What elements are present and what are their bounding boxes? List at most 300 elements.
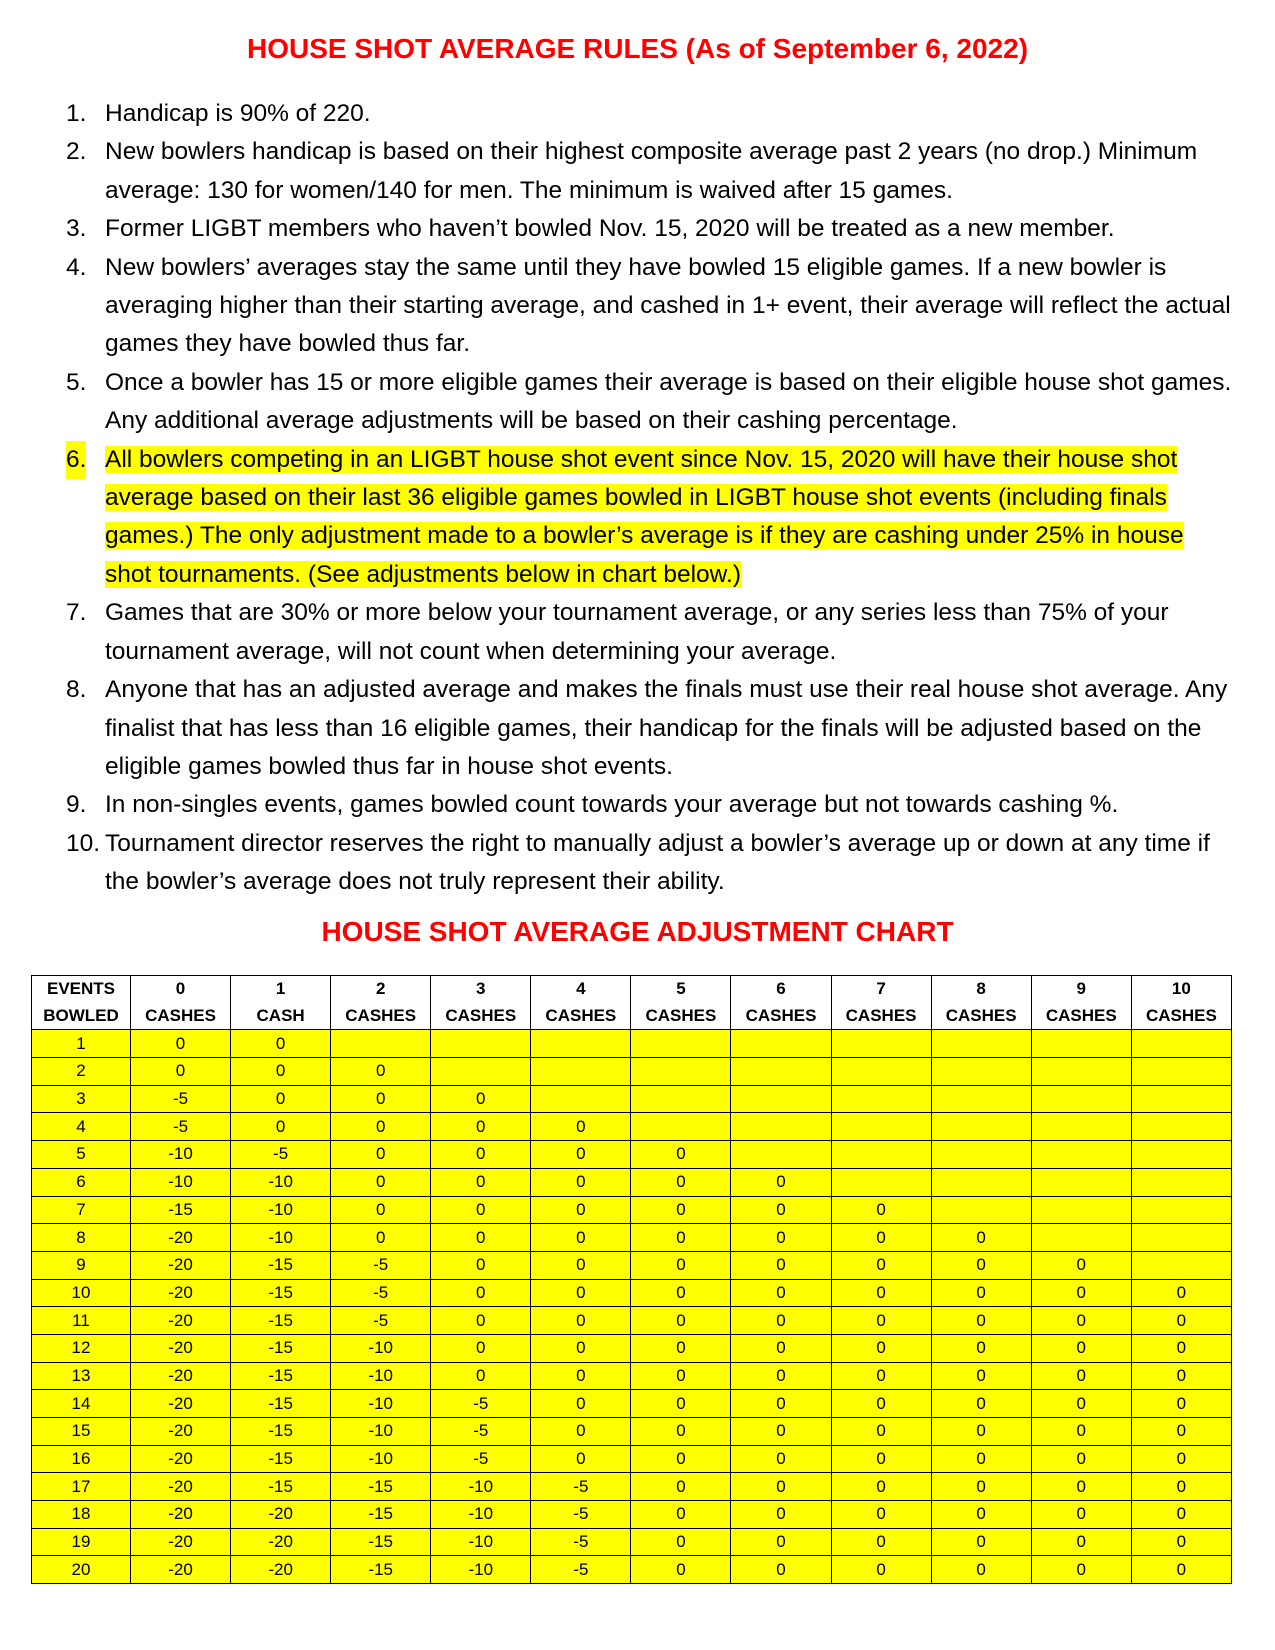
adjustment-cell (331, 1030, 431, 1058)
adjustment-cell: 0 (631, 1362, 731, 1390)
adjustment-cell (631, 1058, 731, 1086)
adjustment-cell: -10 (331, 1334, 431, 1362)
adjustment-cell: 0 (331, 1113, 431, 1141)
adjustment-cell (731, 1085, 831, 1113)
adjustment-cell: 0 (431, 1251, 531, 1279)
adjustment-cell: 0 (431, 1141, 531, 1169)
adjustment-cell: -20 (131, 1418, 231, 1446)
events-bowled-cell: 8 (32, 1224, 131, 1252)
adjustment-cell: -15 (331, 1473, 431, 1501)
rule-item (66, 133, 1236, 210)
adjustment-cell: 0 (831, 1390, 931, 1418)
column-header: CASHES (131, 1003, 231, 1030)
rule-text: Once a bowler has 15 or more eligible games their average is based on their eligible house shot games. Any additional average adjustments will be based on their cashing percentage. (105, 368, 1232, 435)
adjustment-cell: 0 (1031, 1279, 1131, 1307)
adjustment-cell (931, 1030, 1031, 1058)
adjustment-cell: 0 (631, 1556, 731, 1584)
adjustment-cell: -20 (131, 1279, 231, 1307)
column-header: 10 (1131, 976, 1231, 1003)
adjustment-cell (831, 1085, 931, 1113)
adjustment-cell: 0 (731, 1307, 831, 1335)
column-header: CASHES (731, 1003, 831, 1030)
column-header: CASHES (931, 1003, 1031, 1030)
column-header: CASHES (631, 1003, 731, 1030)
rule-number: 1. (66, 100, 87, 127)
adjustment-cell: 0 (231, 1058, 331, 1086)
adjustment-cell (931, 1113, 1031, 1141)
table-row (32, 1196, 1232, 1224)
adjustment-cell (831, 1168, 931, 1196)
adjustment-cell: -5 (331, 1279, 431, 1307)
adjustment-cell: 0 (431, 1085, 531, 1113)
adjustment-cell: 0 (1031, 1251, 1131, 1279)
adjustment-cell: 0 (531, 1141, 631, 1169)
events-bowled-cell: 16 (32, 1445, 131, 1473)
adjustment-cell: 0 (731, 1418, 831, 1446)
adjustment-cell: -10 (331, 1445, 431, 1473)
adjustment-cell: 0 (1031, 1390, 1131, 1418)
adjustment-cell: 0 (431, 1362, 531, 1390)
adjustment-cell: -15 (231, 1307, 331, 1335)
adjustment-cell: 0 (1131, 1473, 1231, 1501)
adjustment-cell: 0 (631, 1445, 731, 1473)
adjustment-cell: 0 (631, 1279, 731, 1307)
table-row (32, 1168, 1232, 1196)
events-bowled-cell: 11 (32, 1307, 131, 1335)
events-bowled-cell: 10 (32, 1279, 131, 1307)
adjustment-cell: 0 (931, 1556, 1031, 1584)
adjustment-cell: 0 (831, 1556, 931, 1584)
rule-number: 3. (66, 215, 87, 243)
table-row (32, 1085, 1232, 1113)
table-row (32, 1390, 1232, 1418)
adjustment-cell: -5 (431, 1390, 531, 1418)
column-header: CASHES (1031, 1003, 1131, 1030)
adjustment-cell: -5 (231, 1141, 331, 1169)
adjustment-cell: 0 (731, 1528, 831, 1556)
adjustment-cell: 0 (731, 1224, 831, 1252)
events-bowled-cell: 14 (32, 1390, 131, 1418)
adjustment-cell: 0 (631, 1418, 731, 1446)
adjustment-cell: -20 (131, 1556, 231, 1584)
adjustment-cell: 0 (731, 1251, 831, 1279)
adjustment-cell: 0 (431, 1113, 531, 1141)
adjustment-cell: -10 (231, 1224, 331, 1252)
table-row (32, 1058, 1232, 1086)
adjustment-cell: -20 (131, 1224, 231, 1252)
adjustment-table (31, 975, 1232, 1584)
table-header (32, 976, 1232, 1030)
adjustment-cell: 0 (931, 1251, 1031, 1279)
chart-title: HOUSE SHOT AVERAGE ADJUSTMENT CHART (321, 916, 954, 947)
adjustment-cell: -5 (531, 1556, 631, 1584)
adjustment-cell: 0 (831, 1224, 931, 1252)
rule-number: 8. (66, 676, 87, 704)
adjustment-cell: 0 (1031, 1445, 1131, 1473)
table-row (32, 1501, 1232, 1529)
adjustment-cell (1131, 1224, 1231, 1252)
rule-item (66, 249, 1236, 364)
adjustment-cell: 0 (931, 1390, 1031, 1418)
events-bowled-cell: 5 (32, 1141, 131, 1169)
adjustment-cell: 0 (831, 1307, 931, 1335)
adjustment-cell: 0 (931, 1279, 1031, 1307)
adjustment-cell: 0 (531, 1390, 631, 1418)
table-row (32, 1362, 1232, 1390)
adjustment-cell: 0 (931, 1224, 1031, 1252)
adjustment-cell: -20 (131, 1362, 231, 1390)
column-header: 8 (931, 976, 1031, 1003)
adjustment-cell: -5 (531, 1528, 631, 1556)
adjustment-cell (931, 1168, 1031, 1196)
adjustment-cell (1031, 1168, 1131, 1196)
adjustment-cell: 0 (331, 1224, 431, 1252)
adjustment-cell: -10 (431, 1501, 531, 1529)
table-row (32, 1113, 1232, 1141)
adjustment-cell: 0 (231, 1030, 331, 1058)
adjustment-cell: 0 (731, 1445, 831, 1473)
adjustment-cell: 0 (1131, 1418, 1231, 1446)
adjustment-cell (931, 1141, 1031, 1169)
adjustment-cell: -5 (531, 1473, 631, 1501)
adjustment-cell: 0 (1031, 1307, 1131, 1335)
adjustment-cell: 0 (431, 1168, 531, 1196)
adjustment-cell (731, 1113, 831, 1141)
adjustment-cell: 0 (631, 1390, 731, 1418)
column-header: CASHES (1131, 1003, 1231, 1030)
rule-number: 10. (66, 829, 101, 857)
table-row (32, 1251, 1232, 1279)
column-header: EVENTS (32, 976, 131, 1003)
adjustment-cell: -10 (331, 1418, 431, 1446)
adjustment-cell: -20 (131, 1307, 231, 1335)
adjustment-cell: 0 (1131, 1528, 1231, 1556)
column-header: CASHES (431, 1003, 531, 1030)
adjustment-cell: 0 (631, 1334, 731, 1362)
events-bowled-cell: 7 (32, 1196, 131, 1224)
table-row (32, 1141, 1232, 1169)
adjustment-cell: 0 (531, 1334, 631, 1362)
adjustment-cell: 0 (831, 1196, 931, 1224)
adjustment-cell: 0 (331, 1196, 431, 1224)
events-bowled-cell: 15 (32, 1418, 131, 1446)
adjustment-cell: 0 (831, 1279, 931, 1307)
adjustment-cell: -20 (131, 1501, 231, 1529)
adjustment-cell (831, 1113, 931, 1141)
events-bowled-cell: 17 (32, 1473, 131, 1501)
adjustment-cell: 0 (131, 1030, 231, 1058)
adjustment-cell: 0 (731, 1501, 831, 1529)
adjustment-cell: -5 (331, 1251, 431, 1279)
adjustment-cell: 0 (1131, 1307, 1231, 1335)
adjustment-cell: 0 (931, 1501, 1031, 1529)
adjustment-cell: -20 (131, 1251, 231, 1279)
adjustment-cell: 0 (331, 1085, 431, 1113)
adjustment-cell: 0 (431, 1334, 531, 1362)
rule-number: 4. (66, 253, 87, 281)
adjustment-cell: 0 (131, 1058, 231, 1086)
adjustment-cell (1031, 1058, 1131, 1086)
adjustment-cell: 0 (731, 1196, 831, 1224)
adjustment-cell: -5 (131, 1085, 231, 1113)
events-bowled-cell: 3 (32, 1085, 131, 1113)
adjustment-cell: 0 (731, 1473, 831, 1501)
adjustment-cell: -15 (231, 1279, 331, 1307)
adjustment-cell: -15 (231, 1251, 331, 1279)
adjustment-cell: -5 (331, 1307, 431, 1335)
adjustment-cell: -5 (531, 1501, 631, 1529)
rule-item (66, 95, 1236, 133)
events-bowled-cell: 2 (32, 1058, 131, 1086)
rule-text: Handicap is 90% of 220. (105, 100, 371, 127)
events-bowled-cell: 12 (32, 1334, 131, 1362)
adjustment-cell: -10 (331, 1390, 431, 1418)
adjustment-cell: 0 (1031, 1473, 1131, 1501)
adjustment-cell: 0 (1131, 1279, 1231, 1307)
table-row (32, 1556, 1232, 1584)
column-header: 5 (631, 976, 731, 1003)
adjustment-cell: 0 (631, 1473, 731, 1501)
adjustment-cell: -10 (431, 1473, 531, 1501)
rules-list (66, 95, 1236, 902)
rule-item (66, 364, 1236, 441)
table-row (32, 1528, 1232, 1556)
adjustment-cell: -15 (331, 1501, 431, 1529)
column-header: CASHES (831, 1003, 931, 1030)
adjustment-cell: -10 (431, 1556, 531, 1584)
adjustment-cell: 0 (631, 1501, 731, 1529)
events-bowled-cell: 1 (32, 1030, 131, 1058)
adjustment-cell: -10 (431, 1528, 531, 1556)
rule-number: 9. (66, 791, 87, 819)
rule-text: Tournament director reserves the right to manually adjust a bowler’s average up or down at any time if the bowler’s average does not truly represent their ability. (105, 829, 1210, 896)
adjustment-cell (1131, 1141, 1231, 1169)
adjustment-cell (931, 1085, 1031, 1113)
adjustment-cell: 0 (931, 1334, 1031, 1362)
adjustment-cell (1031, 1085, 1131, 1113)
table-row (32, 1307, 1232, 1335)
adjustment-cell: 0 (531, 1362, 631, 1390)
table-row (32, 1279, 1232, 1307)
adjustment-cell: 0 (631, 1251, 731, 1279)
table-row (32, 1418, 1232, 1446)
events-bowled-cell: 18 (32, 1501, 131, 1529)
adjustment-cell: -10 (131, 1168, 231, 1196)
rule-text: Anyone that has an adjusted average and makes the finals must use their real house shot average. Any finalist that has less than 16 eligible games, their handicap for the finals will be adjusted based on the eligible games bowled thus far in house shot events. (105, 676, 1228, 780)
rule-text: Games that are 30% or more below your tournament average, or any series less than 75% of your tournament average, will not count when determining your average. (105, 599, 1169, 665)
adjustment-cell (531, 1085, 631, 1113)
rule-item (66, 210, 1236, 248)
adjustment-cell: 0 (1131, 1445, 1231, 1473)
events-bowled-cell: 19 (32, 1528, 131, 1556)
adjustment-cell (1031, 1224, 1131, 1252)
adjustment-cell (531, 1030, 631, 1058)
table-row (32, 1473, 1232, 1501)
adjustment-cell: -5 (131, 1113, 231, 1141)
table-row (32, 1030, 1232, 1058)
adjustment-cell: -5 (431, 1418, 531, 1446)
rule-text: New bowlers handicap is based on their highest composite average past 2 years (no drop.) Minimum average: 130 for women/140 for men. The minimum is waived after 15 games. (105, 138, 1198, 204)
adjustment-cell: 0 (931, 1418, 1031, 1446)
column-header: 9 (1031, 976, 1131, 1003)
adjustment-cell: -15 (231, 1445, 331, 1473)
adjustment-cell (931, 1058, 1031, 1086)
rule-text: Former LIGBT members who haven’t bowled Nov. 15, 2020 will be treated as a new member. (105, 215, 1115, 243)
adjustment-cell: 0 (531, 1196, 631, 1224)
adjustment-cell: 0 (731, 1362, 831, 1390)
adjustment-cell: 0 (531, 1279, 631, 1307)
table-row (32, 1224, 1232, 1252)
adjustment-cell: -20 (231, 1528, 331, 1556)
adjustment-cell: -10 (131, 1141, 231, 1169)
rule-item (66, 825, 1236, 902)
rule-item (66, 671, 1236, 786)
adjustment-cell (431, 1058, 531, 1086)
adjustment-cell: 0 (831, 1251, 931, 1279)
adjustment-cell: -20 (131, 1473, 231, 1501)
adjustment-cell: 0 (331, 1168, 431, 1196)
adjustment-cell: 0 (631, 1307, 731, 1335)
adjustment-cell: 0 (1031, 1362, 1131, 1390)
events-bowled-cell: 4 (32, 1113, 131, 1141)
adjustment-cell: 0 (1131, 1556, 1231, 1584)
rule-text: New bowlers’ averages stay the same until they have bowled 15 eligible games. If a new bowler is averaging higher than their starting average, and cashed in 1+ event, their average will reflect the actual games they have bowled thus far. (105, 253, 1231, 358)
events-bowled-cell: 13 (32, 1362, 131, 1390)
events-bowled-cell: 9 (32, 1251, 131, 1279)
adjustment-cell: 0 (731, 1556, 831, 1584)
adjustment-cell: 0 (731, 1168, 831, 1196)
adjustment-cell: 0 (431, 1307, 531, 1335)
adjustment-cell: 0 (331, 1141, 431, 1169)
adjustment-cell: 0 (231, 1113, 331, 1141)
adjustment-cell: 0 (531, 1168, 631, 1196)
adjustment-cell: -15 (231, 1473, 331, 1501)
adjustment-cell: 0 (631, 1528, 731, 1556)
adjustment-cell (931, 1196, 1031, 1224)
adjustment-cell: 0 (431, 1279, 531, 1307)
adjustment-cell (1131, 1168, 1231, 1196)
column-header: BOWLED (32, 1003, 131, 1030)
adjustment-cell: 0 (631, 1196, 731, 1224)
adjustment-cell (431, 1030, 531, 1058)
rule-text: In non-singles events, games bowled count towards your average but not towards cashing %. (105, 791, 1119, 819)
adjustment-cell: 0 (1031, 1528, 1131, 1556)
table-row (32, 1445, 1232, 1473)
adjustment-cell: 0 (1131, 1390, 1231, 1418)
rule-item (66, 594, 1236, 671)
events-bowled-cell: 6 (32, 1168, 131, 1196)
adjustment-cell: 0 (931, 1528, 1031, 1556)
adjustment-cell (531, 1058, 631, 1086)
adjustment-cell: 0 (531, 1418, 631, 1446)
table-row (32, 1334, 1232, 1362)
rule-number: 7. (66, 599, 87, 627)
adjustment-cell (831, 1030, 931, 1058)
page-title: HOUSE SHOT AVERAGE RULES (As of September 6, 2022) (246, 33, 1029, 64)
adjustment-cell: -15 (231, 1334, 331, 1362)
column-header: 3 (431, 976, 531, 1003)
adjustment-cell: 0 (631, 1168, 731, 1196)
adjustment-cell (731, 1141, 831, 1169)
adjustment-cell: -15 (231, 1390, 331, 1418)
events-bowled-cell: 20 (32, 1556, 131, 1584)
rule-text-highlighted: All bowlers competing in an LIGBT house shot event since Nov. 15, 2020 will have their house shot average based on their last 36 eligible games bowled in LIGBT house shot events (including finals games.) The only adjustment made to a bowler’s average is if they are cashing under 25% in house shot tournaments. (See adjustments below in chart below.) (105, 445, 1184, 588)
adjustment-cell: 0 (831, 1418, 931, 1446)
adjustment-cell: -5 (431, 1445, 531, 1473)
column-header: 7 (831, 976, 931, 1003)
adjustment-cell (1131, 1196, 1231, 1224)
adjustment-cell: 0 (831, 1528, 931, 1556)
adjustment-cell (731, 1030, 831, 1058)
table-body (32, 1030, 1232, 1584)
adjustment-cell: 0 (431, 1196, 531, 1224)
adjustment-cell: 0 (531, 1113, 631, 1141)
column-header: 2 (331, 976, 431, 1003)
adjustment-cell: -15 (231, 1418, 331, 1446)
adjustment-cell: 0 (831, 1501, 931, 1529)
adjustment-cell (1031, 1196, 1131, 1224)
adjustment-cell: 0 (1131, 1334, 1231, 1362)
adjustment-cell: 0 (1031, 1501, 1131, 1529)
adjustment-cell: -20 (131, 1334, 231, 1362)
adjustment-cell: -15 (131, 1196, 231, 1224)
rule-number: 5. (66, 368, 87, 396)
adjustment-cell: -10 (231, 1196, 331, 1224)
adjustment-cell (1131, 1251, 1231, 1279)
column-header: CASHES (531, 1003, 631, 1030)
adjustment-cell: 0 (831, 1473, 931, 1501)
adjustment-cell (1131, 1085, 1231, 1113)
adjustment-cell (1131, 1030, 1231, 1058)
adjustment-cell: -15 (231, 1362, 331, 1390)
rule-item (66, 786, 1236, 824)
adjustment-cell: -20 (231, 1556, 331, 1584)
adjustment-cell: 0 (531, 1251, 631, 1279)
adjustment-cell (731, 1058, 831, 1086)
adjustment-cell: 0 (1031, 1418, 1131, 1446)
adjustment-cell: 0 (731, 1279, 831, 1307)
adjustment-cell: -10 (231, 1168, 331, 1196)
adjustment-cell (631, 1030, 731, 1058)
adjustment-cell: 0 (231, 1085, 331, 1113)
adjustment-cell: 0 (931, 1307, 1031, 1335)
rule-number: 6. (66, 441, 86, 479)
adjustment-cell: 0 (431, 1224, 531, 1252)
adjustment-cell: 0 (631, 1141, 731, 1169)
adjustment-cell: 0 (731, 1334, 831, 1362)
column-header: 0 (131, 976, 231, 1003)
adjustment-cell (1131, 1113, 1231, 1141)
adjustment-cell: 0 (831, 1334, 931, 1362)
header-row-top (32, 976, 1232, 1003)
column-header: 4 (531, 976, 631, 1003)
adjustment-cell: -20 (231, 1501, 331, 1529)
adjustment-cell (631, 1113, 731, 1141)
column-header: 6 (731, 976, 831, 1003)
adjustment-cell: -15 (331, 1528, 431, 1556)
adjustment-cell (1031, 1030, 1131, 1058)
adjustment-cell: 0 (1031, 1556, 1131, 1584)
adjustment-cell: 0 (631, 1224, 731, 1252)
adjustment-cell: 0 (1131, 1501, 1231, 1529)
adjustment-cell (1031, 1141, 1131, 1169)
adjustment-cell: 0 (831, 1362, 931, 1390)
adjustment-cell: -15 (331, 1556, 431, 1584)
adjustment-cell (831, 1141, 931, 1169)
column-header: CASH (231, 1003, 331, 1030)
adjustment-cell: 0 (531, 1307, 631, 1335)
rule-item-highlighted (66, 441, 1236, 595)
